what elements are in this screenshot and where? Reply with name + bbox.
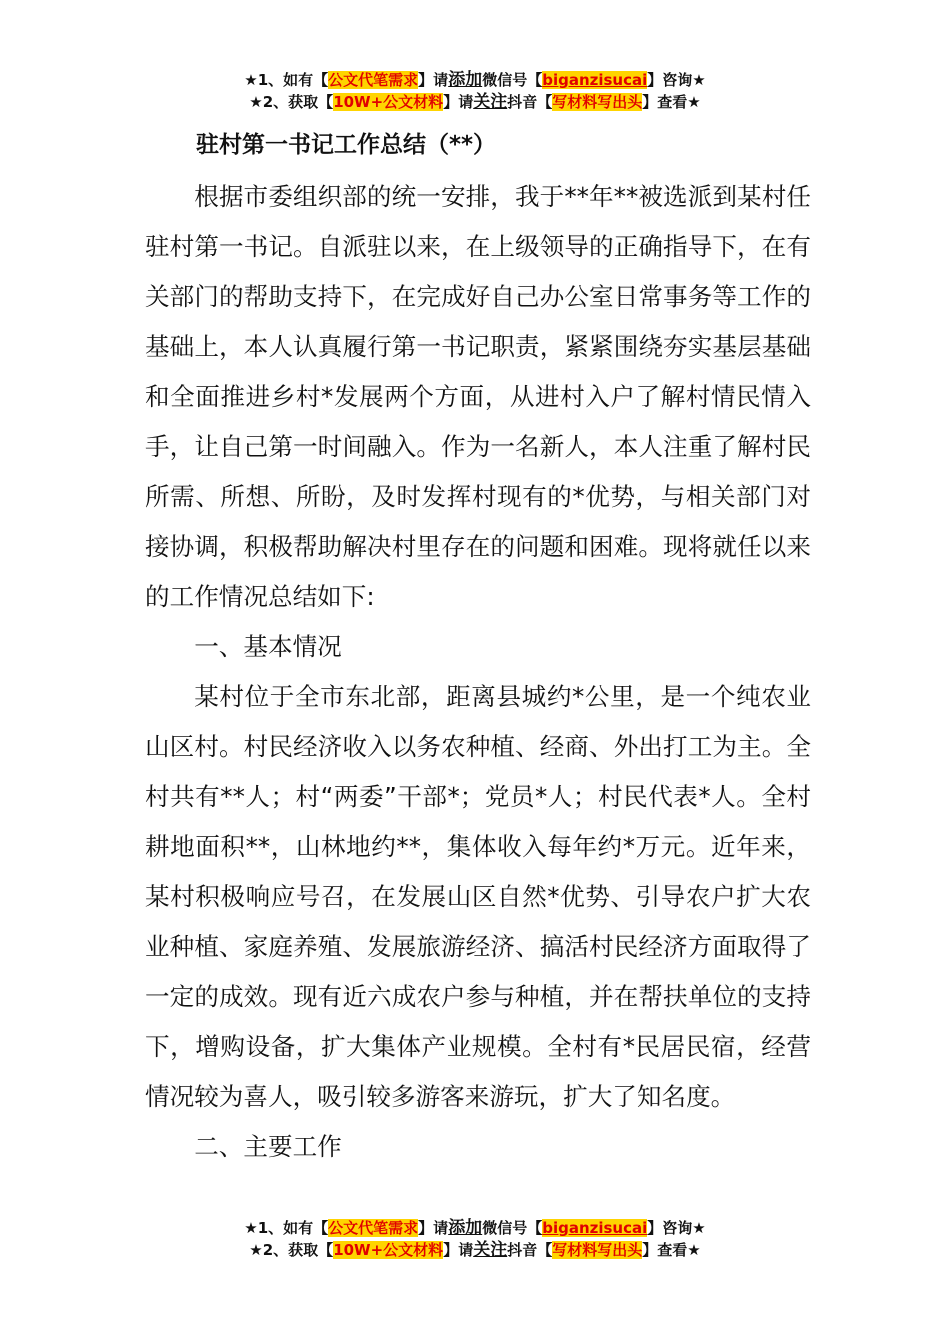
intro-paragraph: 根据市委组织部的统一安排，我于**年**被选派到某村任驻村第一书记。自派驻以来，在上级领导的正确指导下，在有关部门的帮助支持下，在完成好自己办公室日常事务等工作的基础上，本人认真履行第一书记职责，紧紧围绕夯实基层基础和全面推进乡村*发展两个方面，从进村入户了解村情民情入手，让自己第一时间融入。作为一名新人，本人注重了解村民所需、所想、所盼，及时发挥村现有的*优势，与相关部门对接协调，积极帮助解决村里存在的问题和困难。现将就任以来的工作情况总结如下: [145,182,811,611]
notice-text: 1、如有【 [257,71,329,89]
notice-text: 微信号【 [482,71,543,89]
star-icon: ★ [244,1219,258,1237]
star-icon: ★ [244,71,258,89]
douyin-account-highlight: 写材料写出头 [552,93,643,111]
notice-text: 】请 [443,93,474,111]
emphasis-text: 关注 [473,1240,508,1260]
star-icon: ★ [249,1241,263,1259]
star-icon: ★ [687,93,701,111]
star-icon: ★ [249,93,263,111]
footer-notice [0,1217,950,1261]
star-icon: ★ [687,1241,701,1259]
notice-text: 2、获取【 [262,93,334,111]
notice-text: 】咨询 [647,1219,693,1237]
douyin-account-highlight: 写材料写出头 [552,1241,643,1259]
section-paragraph-basic-info: 某村位于全市东北部，距离县城约*公里，是一个纯农业山区村。村民经济收入以务农种植、经商、外出打工为主。全村共有**人；村“两委”干部*；党员*人；村民代表*人。全村耕地面积**，山林地约**，集体收入每年约*万元。近年来，某村积极响应号召，在发展山区自然*优势、引导农户扩大农业种植、家庭养殖、发展旅游经济、搞活村民经济方面取得了一定的成效。现有近六成农户参与种植，并在帮扶单位的支持下，增购设备，扩大集体产业规模。全村有*民居民宿，经营情况较为喜人，吸引较多游客来游玩，扩大了知名度。 [145,682,811,1111]
star-icon: ★ [692,1219,706,1237]
notice-text: 】查看 [642,93,688,111]
notice-line-1 [0,69,950,91]
emphasis-text: 添加 [448,70,483,90]
notice-text: 抖音【 [507,1241,553,1259]
materials-highlight: 10W+公文材料 [333,1241,444,1259]
materials-highlight: 10W+公文材料 [333,93,444,111]
wechat-id-link[interactable]: biganzisucai [542,71,648,89]
emphasis-text: 添加 [448,1218,483,1238]
star-icon: ★ [692,71,706,89]
notice-line-2 [0,91,950,113]
wechat-id-link[interactable]: biganzisucai [542,1219,648,1237]
section-heading-basic-info: 一、基本情况 [194,632,342,661]
document-body [145,172,811,1172]
ghostwriting-highlight: 公文代笔需求 [328,1219,419,1237]
header-notice [0,69,950,113]
notice-line-1 [0,1217,950,1239]
notice-text: 】查看 [642,1241,688,1259]
notice-text: 抖音【 [507,93,553,111]
section-heading-main-work: 二、主要工作 [194,1132,342,1161]
document-title: 驻村第一书记工作总结（**） [196,132,497,158]
ghostwriting-highlight: 公文代笔需求 [328,71,419,89]
notice-text: 】请 [418,71,449,89]
notice-text: 微信号【 [482,1219,543,1237]
notice-line-2 [0,1239,950,1261]
notice-text: 1、如有【 [257,1219,329,1237]
notice-text: 】请 [418,1219,449,1237]
notice-text: 】咨询 [647,71,693,89]
notice-text: 】请 [443,1241,474,1259]
emphasis-text: 关注 [473,92,508,112]
notice-text: 2、获取【 [262,1241,334,1259]
